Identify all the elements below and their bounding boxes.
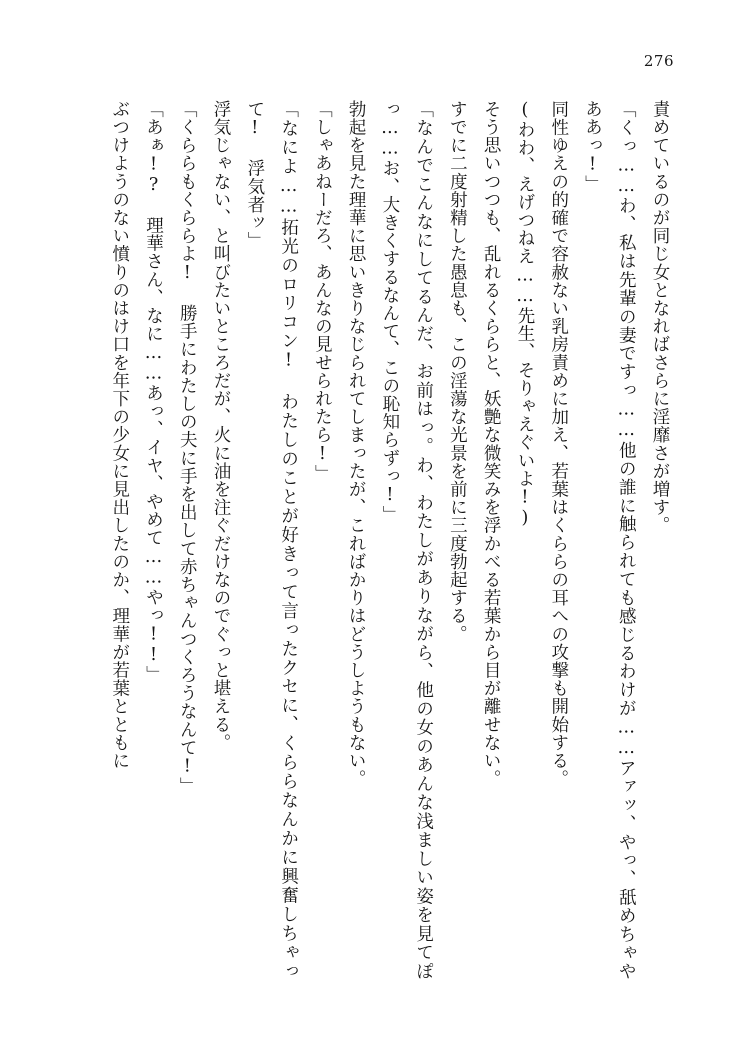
body-line: そう思いつつも、乱れるくららと、妖艶な微笑みを浮かべる若葉から目が離せない。 bbox=[481, 100, 502, 788]
body-line: 勃起を見た理華に思いきりなじられてしまったが、こればかりはどうしようもない。 bbox=[346, 100, 367, 788]
body-line: ぶつけようのない憤りのはけ口を年下の少女に見出したのか、理華が若葉とともに bbox=[109, 100, 130, 770]
body-line: 「なによ……拓光のロリコン! わたしのことが好きって言ったクセに、くららなんかに興奮しちゃって! 浮気者ッ」 bbox=[244, 100, 299, 980]
body-line: 同性ゆえの的確で容赦ない乳房責めに加え、若葉はくららの耳への攻撃も開始する。 bbox=[548, 100, 569, 788]
body-line: 責めているのが同じ女となればさらに淫靡さが増す。 bbox=[650, 100, 670, 535]
body-line: (わわ、えげつねえ……先生、そりゃえぐいよ!) bbox=[514, 100, 535, 529]
body-line: 「くっ……わ、私は先輩の妻ですっ……他の誰に触られても感じるわけが……アァッ、やっ、舐めちゃやああっ!」 bbox=[582, 100, 637, 980]
body-line: 「なんでこんなにしてるんだ、お前はっ。わ、わたしがありながら、他の女のあんな浅ましい姿を見てぽっ……お、大きくするなんて、この恥知らずっ!」 bbox=[379, 100, 434, 980]
page-body-text bbox=[60, 100, 676, 980]
page-number: 276 bbox=[643, 52, 674, 70]
body-line: 「くららもくららよ! 勝手にわたしの夫に手を出して赤ちゃんつくろうなんて!」 bbox=[177, 100, 198, 796]
body-line: 「しゃあねーだろ、あんなの見せられたら!」 bbox=[312, 100, 333, 483]
body-line: すでに二度射精した愚息も、この淫蕩な光景を前に三度勃起する。 bbox=[447, 100, 468, 643]
body-line: 「あぁ!? 理華さん、なに……あっ、イヤ、やめて……やっ!!」 bbox=[143, 100, 164, 684]
body-line: 浮気じゃない、と叫びたいところだが、火に油を注ぐだけなのでぐっと堪える。 bbox=[211, 100, 232, 752]
